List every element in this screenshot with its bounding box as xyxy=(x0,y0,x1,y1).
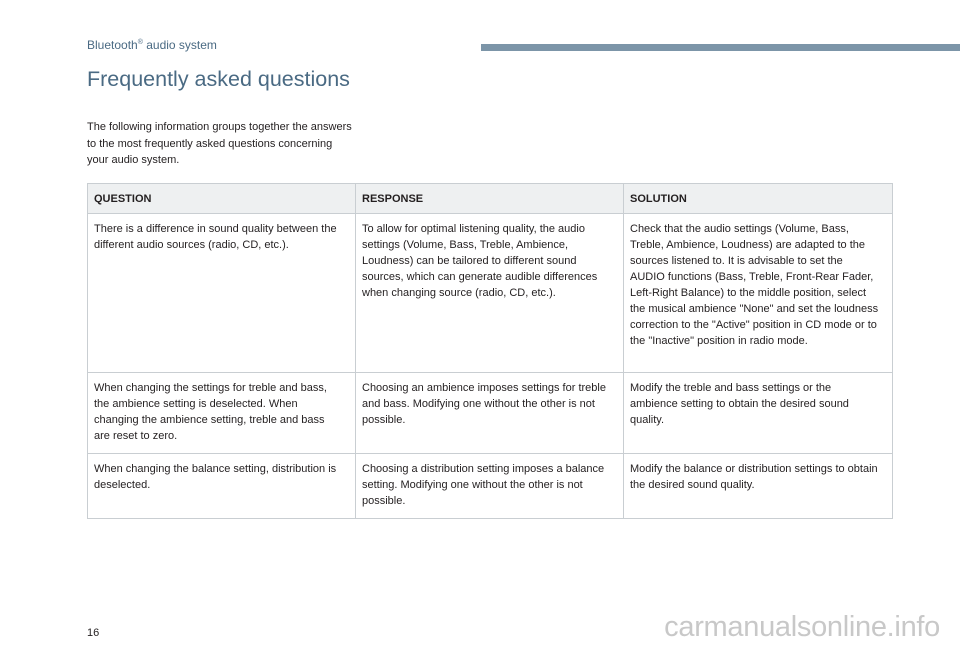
table-row xyxy=(88,454,893,519)
column-header-solution: SOLUTION xyxy=(624,184,893,214)
page-number: 16 xyxy=(87,627,100,639)
intro-paragraph: The following information groups together the answers to the most frequently asked questions concerning your audio system. xyxy=(87,121,352,166)
response-cell: Choosing a distribution setting imposes a balance setting. Modifying one without the other is not possible. xyxy=(356,454,624,519)
running-header xyxy=(87,38,217,52)
question-cell: There is a difference in sound quality between the different audio sources (radio, CD, etc.). xyxy=(88,214,356,373)
table-row xyxy=(88,214,893,373)
solution-cell: Modify the treble and bass settings or the ambience setting to obtain the desired sound quality. xyxy=(624,373,893,454)
column-header-question: QUESTION xyxy=(88,184,356,214)
faq-table xyxy=(87,183,893,519)
column-header-response: RESPONSE xyxy=(356,184,624,214)
watermark: carmanualsonline.info xyxy=(664,611,940,643)
table-row xyxy=(88,373,893,454)
registered-mark: ® xyxy=(137,39,143,46)
table-header-row xyxy=(88,184,893,214)
header-bar xyxy=(481,44,960,51)
section-name: Bluetooth xyxy=(87,38,138,52)
section-suffix: audio system xyxy=(142,38,217,52)
page-title: Frequently asked questions xyxy=(87,67,350,91)
response-cell: To allow for optimal listening quality, the audio settings (Volume, Bass, Treble, Ambience, Loudness) can be tailored to different sound sources, which can generate audible differences when changing source (radio, CD, etc.). xyxy=(356,214,624,373)
response-cell: Choosing an ambience imposes settings for treble and bass. Modifying one without the other is not possible. xyxy=(356,373,624,454)
question-cell: When changing the settings for treble and bass, the ambience setting is deselected. When changing the ambience setting, treble and bass are reset to zero. xyxy=(88,373,356,454)
solution-cell: Check that the audio settings (Volume, Bass, Treble, Ambience, Loudness) are adapted to the sources listened to. It is advisable to set the AUDIO functions (Bass, Treble, Front-Rear Fader, Left-Right Balance) to the middle position, select the musical ambience "None" and set the loudness correction to the "Active" position in CD mode or to the "Inactive" position in radio mode. xyxy=(624,214,893,373)
solution-cell: Modify the balance or distribution settings to obtain the desired sound quality. xyxy=(624,454,893,519)
question-cell: When changing the balance setting, distribution is deselected. xyxy=(88,454,356,519)
